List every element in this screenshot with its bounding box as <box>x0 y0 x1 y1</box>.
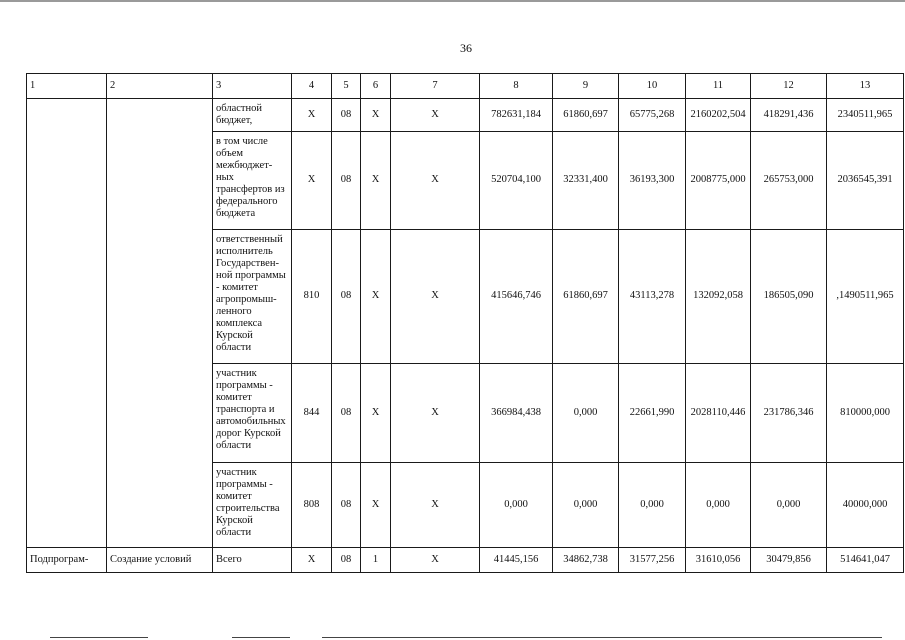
cell-value: 520704,100 <box>480 132 553 230</box>
cell-value: 31577,256 <box>619 548 686 573</box>
cell-value: 265753,000 <box>751 132 827 230</box>
cell-value: 514641,047 <box>827 548 904 573</box>
cell-code: X <box>361 132 391 230</box>
cell-value: 366984,438 <box>480 364 553 463</box>
cell-value: 186505,090 <box>751 230 827 364</box>
cell-value: 65775,268 <box>619 99 686 132</box>
cell-code: X <box>361 99 391 132</box>
cell-value: 22661,990 <box>619 364 686 463</box>
cell-value: 36193,300 <box>619 132 686 230</box>
table-row <box>27 99 904 132</box>
cell-value: 41445,156 <box>480 548 553 573</box>
cell-code: X <box>391 230 480 364</box>
cell-code: X <box>292 132 332 230</box>
bottom-rule <box>322 637 882 638</box>
column-number: 11 <box>686 74 751 99</box>
row-description: участник программы - комитет транспорта и автомобильных дорог Курской области <box>213 364 292 463</box>
subprogram-cell: Подпрограм- <box>27 548 107 573</box>
page-top-edge <box>0 0 905 2</box>
cell-value: 2160202,504 <box>686 99 751 132</box>
row-description: участник программы - комитет строительства Курской области <box>213 463 292 548</box>
cell-value: 231786,346 <box>751 364 827 463</box>
subprogram-name-cell: Создание условий <box>107 548 213 573</box>
bottom-rule <box>50 637 148 638</box>
column-number: 3 <box>213 74 292 99</box>
cell-value: 2028110,446 <box>686 364 751 463</box>
cell-code: 08 <box>332 548 361 573</box>
cell-value: 132092,058 <box>686 230 751 364</box>
column-number: 5 <box>332 74 361 99</box>
cell-value: 2340511,965 <box>827 99 904 132</box>
cell-value: 43113,278 <box>619 230 686 364</box>
cell-code: 808 <box>292 463 332 548</box>
column-number: 12 <box>751 74 827 99</box>
row-description: областной бюджет, <box>213 99 292 132</box>
bottom-rule <box>232 637 290 638</box>
cell-code: X <box>391 548 480 573</box>
column-number: 9 <box>553 74 619 99</box>
budget-table <box>26 73 904 573</box>
cell-value: 415646,746 <box>480 230 553 364</box>
cell-code: X <box>292 99 332 132</box>
column-number: 4 <box>292 74 332 99</box>
column-number: 1 <box>27 74 107 99</box>
cell-value: 61860,697 <box>553 99 619 132</box>
cell-value: 31610,056 <box>686 548 751 573</box>
cell-code: 810 <box>292 230 332 364</box>
cell-code: X <box>361 230 391 364</box>
cell-code: 08 <box>332 230 361 364</box>
cell-value: 0,000 <box>480 463 553 548</box>
merged-cell-col1 <box>27 99 107 548</box>
cell-value: 32331,400 <box>553 132 619 230</box>
row-description: ответственный исполнитель Государствен-ной программы - комитет агропромыш-ленного комплекса Курской области <box>213 230 292 364</box>
cell-code: X <box>361 364 391 463</box>
cell-code: 08 <box>332 99 361 132</box>
cell-value: 0,000 <box>553 463 619 548</box>
cell-code: 08 <box>332 463 361 548</box>
cell-value: 34862,738 <box>553 548 619 573</box>
cell-value: 782631,184 <box>480 99 553 132</box>
cell-value: 40000,000 <box>827 463 904 548</box>
cell-code: X <box>391 99 480 132</box>
cell-value: 810000,000 <box>827 364 904 463</box>
cell-code: X <box>292 548 332 573</box>
cell-code: X <box>361 463 391 548</box>
cell-value: 0,000 <box>619 463 686 548</box>
cell-value: 2008775,000 <box>686 132 751 230</box>
row-description: Всего <box>213 548 292 573</box>
cell-value: 0,000 <box>553 364 619 463</box>
column-number-row <box>27 74 904 99</box>
table-row <box>27 548 904 573</box>
cell-value: ,1490511,965 <box>827 230 904 364</box>
column-number: 8 <box>480 74 553 99</box>
row-description: в том числе объем межбюджет-ных трансфертов из федерального бюджета <box>213 132 292 230</box>
cell-value: 61860,697 <box>553 230 619 364</box>
cell-code: X <box>391 364 480 463</box>
cell-value: 30479,856 <box>751 548 827 573</box>
column-number: 7 <box>391 74 480 99</box>
cell-code: 08 <box>332 364 361 463</box>
merged-cell-col2 <box>107 99 213 548</box>
cell-code: 844 <box>292 364 332 463</box>
column-number: 6 <box>361 74 391 99</box>
cell-value: 418291,436 <box>751 99 827 132</box>
cell-value: 0,000 <box>751 463 827 548</box>
cell-code: X <box>391 463 480 548</box>
cell-code: 08 <box>332 132 361 230</box>
page-number: 36 <box>460 41 472 55</box>
cell-value: 0,000 <box>686 463 751 548</box>
column-number: 13 <box>827 74 904 99</box>
column-number: 10 <box>619 74 686 99</box>
cell-value: 2036545,391 <box>827 132 904 230</box>
cell-code: 1 <box>361 548 391 573</box>
cell-code: X <box>391 132 480 230</box>
column-number: 2 <box>107 74 213 99</box>
